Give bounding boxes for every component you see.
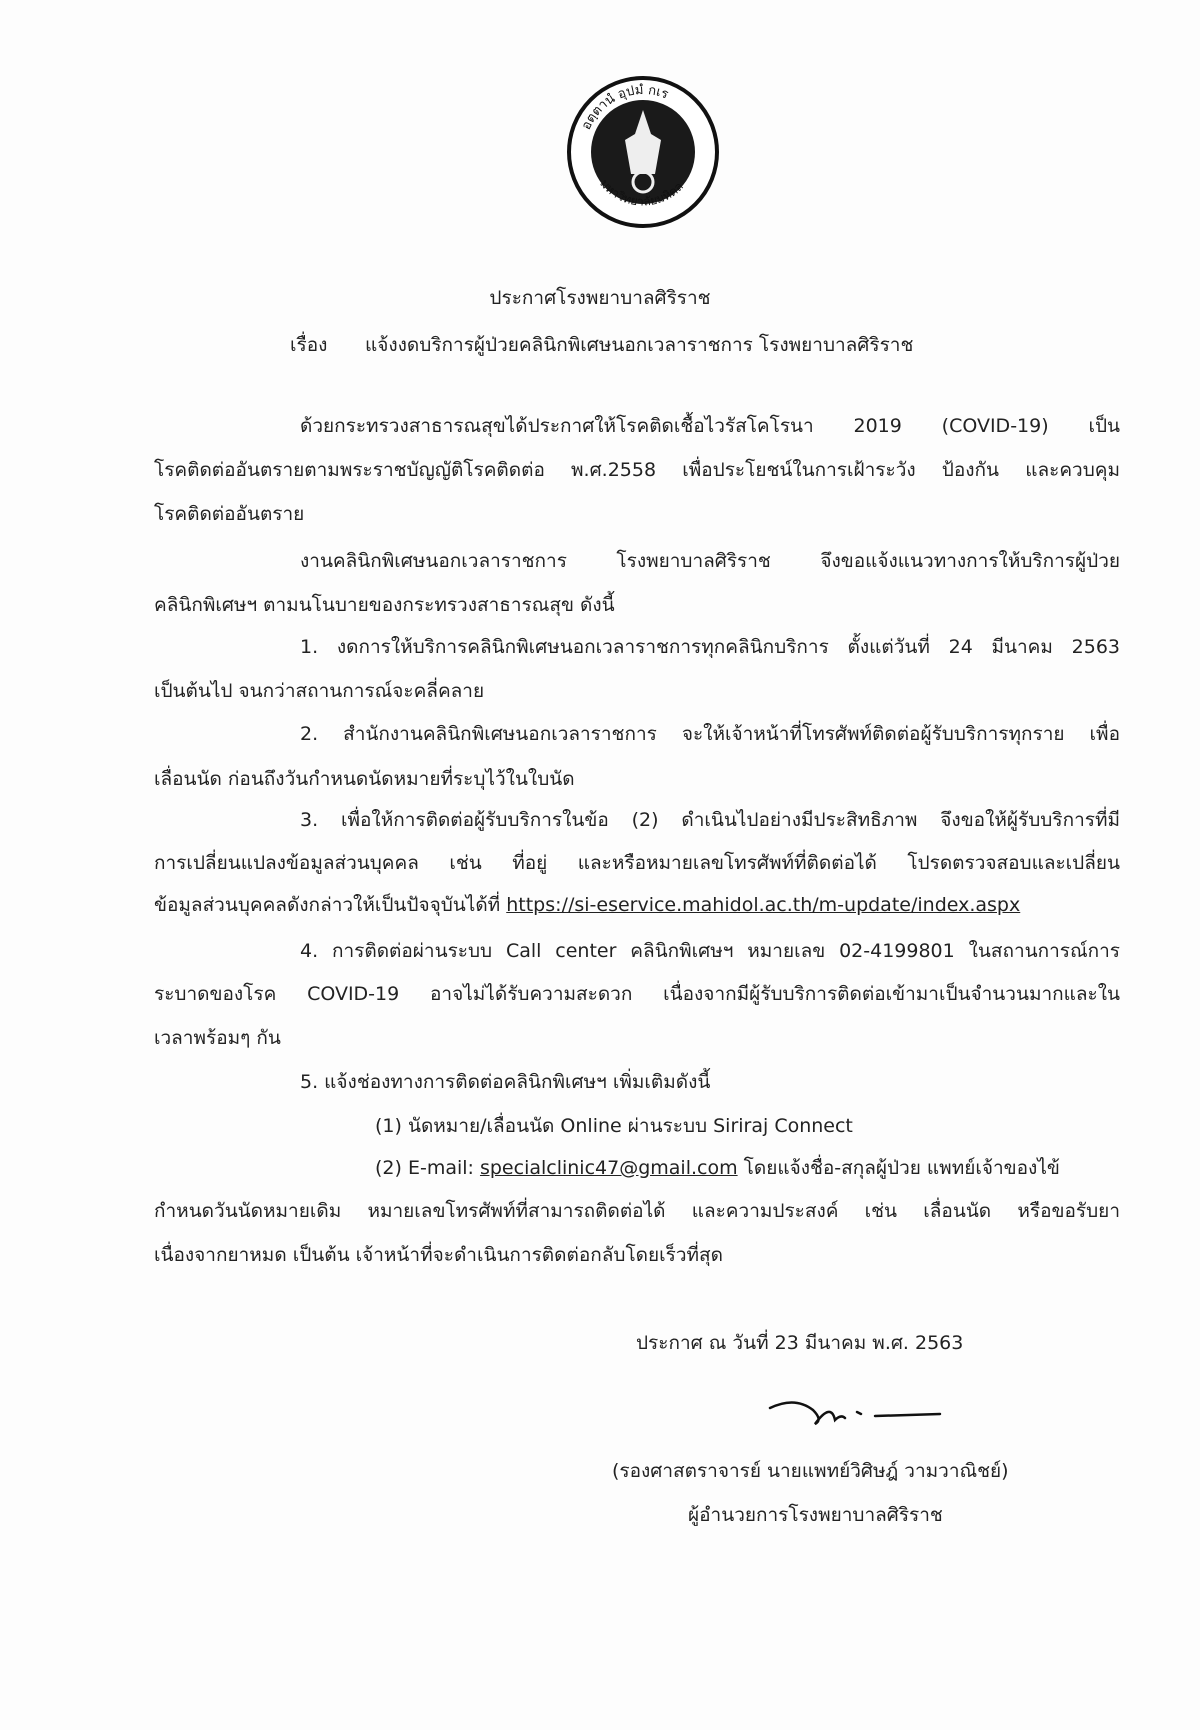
item-3-text: ข้อมูลส่วนบุคคลดังกล่าวให้เป็นปัจจุบันได้ที่ <box>154 894 507 916</box>
item-1-line: 1. งดการให้บริการคลินิกพิเศษนอกเวลาราชการทุกคลินิกบริการ ตั้งแต่วันที่ 24 มีนาคม 2563 <box>300 636 1120 658</box>
item-2-line: 2. สำนักงานคลินิกพิเศษนอกเวลาราชการ จะให้เจ้าหน้าที่โทรศัพท์ติดต่อผู้รับบริการทุกราย เพื่อ <box>300 723 1120 745</box>
svg-text:มหาวิทยาลัยมหิดล: มหาวิทยาลัยมหิดล <box>597 176 686 209</box>
item-4-line: เวลาพร้อมๆ กัน <box>154 1027 281 1049</box>
announcement-date: ประกาศ ณ วันที่ 23 มีนาคม พ.ศ. 2563 <box>636 1332 964 1354</box>
signer-name: (รองศาสตราจารย์ นายแพทย์วิศิษฎ์ วามวาณิชย์) <box>612 1460 1009 1482</box>
update-info-link[interactable]: https://si-eservice.mahidol.ac.th/m-update/index.aspx <box>506 894 1021 916</box>
mahidol-university-seal-logo <box>565 74 721 230</box>
email-link[interactable]: specialclinic47@gmail.com <box>479 1157 738 1179</box>
signature <box>765 1390 945 1440</box>
item-5-2-line: กำหนดวันนัดหมายเดิม หมายเลขโทรศัพท์ที่สามารถติดต่อได้ และความประสงค์ เช่น เลื่อนนัด หรือขอรับยา <box>154 1200 1120 1222</box>
item-4-line: ระบาดของโรค COVID-19 อาจไม่ได้รับความสะดวก เนื่องจากมีผู้รับบริการติดต่อเข้ามาเป็นจำนวนมากและใน <box>154 983 1120 1005</box>
item-5-1-line: (1) นัดหมาย/เลื่อนนัด Online ผ่านระบบ Siriraj Connect <box>375 1115 853 1137</box>
document-title: ประกาศโรงพยาบาลศิริราช <box>489 287 711 309</box>
subject-text: แจ้งงดบริการผู้ป่วยคลินิกพิเศษนอกเวลาราชการ โรงพยาบาลศิริราช <box>365 334 914 356</box>
email-label: (2) E-mail: <box>375 1157 480 1179</box>
item-1-line: เป็นต้นไป จนกว่าสถานการณ์จะคลี่คลาย <box>154 680 485 702</box>
item-2-line: เลื่อนนัด ก่อนถึงวันกำหนดนัดหมายที่ระบุไว้ในใบนัด <box>154 768 575 790</box>
item-5-2-line: เนื่องจากยาหมด เป็นต้น เจ้าหน้าที่จะดำเนินการติดต่อกลับโดยเร็วที่สุด <box>154 1244 723 1266</box>
paragraph-line: งานคลินิกพิเศษนอกเวลาราชการ โรงพยาบาลศิริราช จึงขอแจ้งแนวทางการให้บริการผู้ป่วย <box>300 550 1120 572</box>
subject-label: เรื่อง <box>290 334 328 356</box>
paragraph-line: คลินิกพิเศษฯ ตามนโนบายของกระทรวงสาธารณสุข ดังนี้ <box>154 594 615 616</box>
signer-position: ผู้อำนวยการโรงพยาบาลศิริราช <box>688 1504 943 1526</box>
item-4-line: 4. การติดต่อผ่านระบบ Call center คลินิกพิเศษฯ หมายเลข 02-4199801 ในสถานการณ์การ <box>300 940 1120 962</box>
item-5-2-line <box>375 1153 1200 1183</box>
paragraph-line: ด้วยกระทรวงสาธารณสุขได้ประกาศให้โรคติดเชื้อไวรัสโคโรนา 2019 (COVID-19) เป็น <box>300 415 1120 437</box>
paragraph-line: โรคติดต่ออันตราย <box>154 503 305 525</box>
item-3-line: 3. เพื่อให้การติดต่อผู้รับบริการในข้อ (2) ดำเนินไปอย่างมีประสิทธิภาพ จึงขอให้ผู้รับบริการที่มี <box>300 809 1120 831</box>
item-3-line: การเปลี่ยนแปลงข้อมูลส่วนบุคคล เช่น ที่อยู่ และหรือหมายเลขโทรศัพท์ที่ติดต่อได้ โปรดตรวจสอบและเปลี่ยน <box>154 852 1120 874</box>
item-5-2-text: โดยแจ้งชื่อ-สกุลผู้ป่วย แพทย์เจ้าของไข้ <box>737 1157 1060 1179</box>
item-5-line: 5. แจ้งช่องทางการติดต่อคลินิกพิเศษฯ เพิ่มเติมดังนี้ <box>300 1071 711 1093</box>
svg-text:อตฺตานํ อุปมํ กเร: อตฺตานํ อุปมํ กเร <box>579 82 671 133</box>
item-3-line <box>154 890 1120 920</box>
paragraph-line: โรคติดต่ออันตรายตามพระราชบัญญัติโรคติดต่อ พ.ศ.2558 เพื่อประโยชน์ในการเฝ้าระวัง ป้องกัน และควบคุม <box>154 459 1120 481</box>
